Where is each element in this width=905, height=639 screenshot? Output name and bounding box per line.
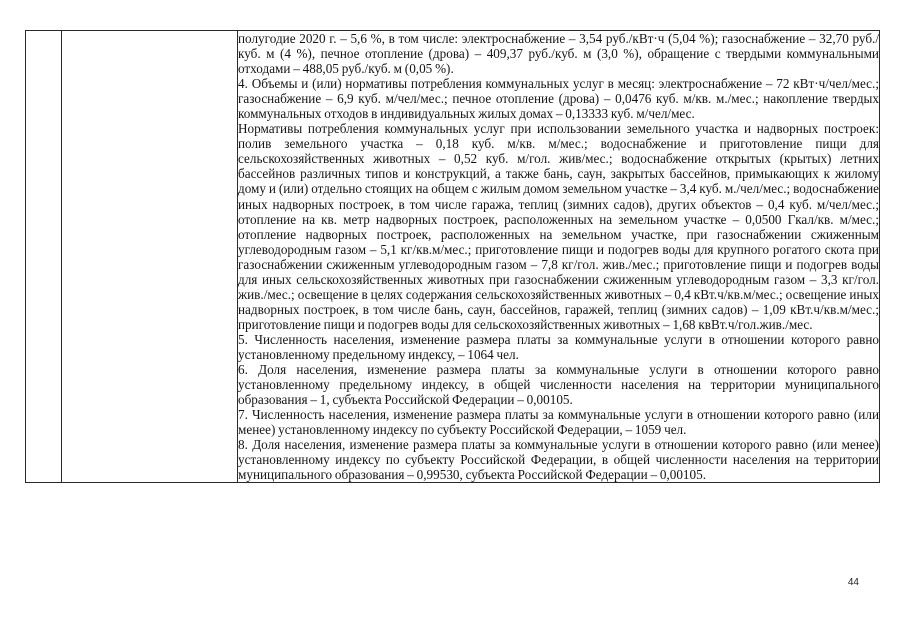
document-table bbox=[25, 30, 880, 483]
table-cell-name bbox=[62, 31, 238, 483]
table-cell-number bbox=[26, 31, 62, 483]
paragraph-tariff-continuation: полугодие 2020 г. – 5,6 %, в том числе: электроснабжение – 3,54 руб./кВт·ч (5,04 %); газоснабжение – 32,70 руб./куб. м (4 %), печное отопление (дрова) – 409,37 руб./куб. м (3,0 %), обращение с твердыми коммунальными отходами – 488,05 руб./куб. м (0,05 %). bbox=[238, 31, 879, 77]
page-number: 44 bbox=[847, 577, 859, 588]
paragraph-item-6: 6. Доля населения, изменение размера платы за коммунальные услуги в отношении которого равно установленному предельному индексу, в общей численности населения на территории муниципального образования – 1, субъекта Российской Федерации – 0,00105. bbox=[238, 362, 879, 408]
table-row bbox=[26, 31, 880, 483]
paragraph-item-7: 7. Численность населения, изменение размера платы за коммунальные услуги в отношении которого равно (или менее) установленному индексу по субъекту Российской Федерации, – 1059 чел. bbox=[238, 407, 879, 438]
paragraph-item-5: 5. Численность населения, изменение размера платы за коммунальные услуги в отношении которого равно установленному предельному индексу, – 1064 чел. bbox=[238, 331, 879, 362]
content-text bbox=[238, 31, 879, 482]
paragraph-land-norms: Нормативы потребления коммунальных услуг при использовании земельного участка и надворных построек: полив земельного участка – 0,18 куб. м/кв. м/мес.; водоснабжение и приготовление пищи для сельскохозяйственных животных – 0,52 куб. м/гол. жив/мес.; водоснабжение открытых (крытых) летних бассейнов различных типов и конструкций, а также бань, саун, закрытых бассейнов, примыкающих к жилому дому и (или) отдельно стоящих на общем с жилым домом земельном участке – 3,4 куб. м./чел/мес.; водоснабжение иных надворных построек, в том числе гаража, теплиц (зимних садов), других объектов – 0,4 куб. м/чел/мес.; отопление на кв. метр надворных построек, расположенных на земельном участке – 0,0500 Гкал/кв. м/мес.; отопление надворных построек, расположенных на земельном участке, при газоснабжении сжиженным углеводородным газом – 5,1 кг/кв.м/мес.; приготовление пищи и подогрев воды для крупного рогатого скота при газоснабжении сжиженным углеводородным газом – 7,8 кг/гол. жив./мес.; приготовление пищи и подогрев воды для иных сельскохозяйственных животных при газоснабжении сжиженным углеводородным газом – 3,3 кг/гол. жив./мес.; освещение в целях содержания сельскохозяйственных животных – 0,4 кВт.ч/кв.м/мес.; освещение иных надворных построек, в том числе бань, саун, бассейнов, гаражей, теплиц (зимних садов) – 1,09 кВт.ч/кв.м/мес.; приготовление пищи и подогрев воды для сельскохозяйственных животных – 1,68 квВт.ч/гол.жив./мес. bbox=[238, 121, 879, 332]
table-cell-content bbox=[238, 31, 880, 483]
paragraph-item-4: 4. Объемы и (или) нормативы потребления коммунальных услуг в месяц: электроснабжение – 72 кВт·ч/чел/мес.; газоснабжение – 6,9 куб. м/чел/мес.; печное отопление (дрова) – 0,0476 куб. м/кв. м./мес.; накопление твердых коммунальных отходов в индивидуальных жилых домах – 0,13333 куб. м/чел/мес. bbox=[238, 76, 879, 122]
paragraph-item-8: 8. Доля населения, изменение размера платы за коммунальные услуги в отношении которого равно (или менее) установленному индексу по субъекту Российской Федерации, в общей численности населения на территории муниципального образования – 0,99530, субъекта Российской Федерации – 0,00105. bbox=[238, 437, 879, 483]
